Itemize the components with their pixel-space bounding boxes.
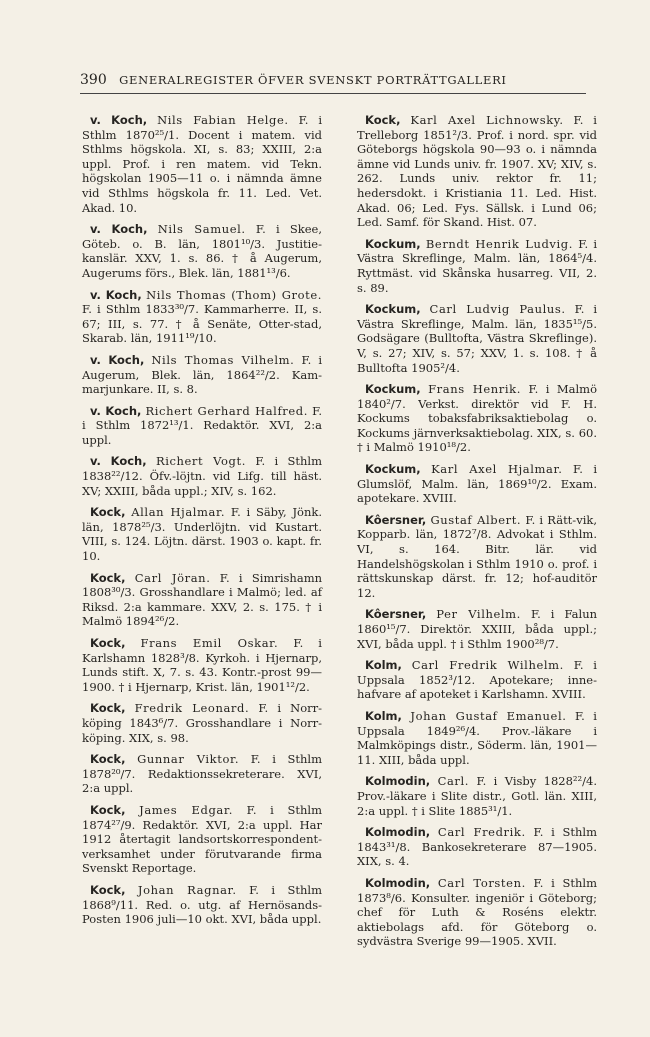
entry-given-names: Carl Fredrik.: [437, 825, 526, 840]
entry-given-names: Richert Vogt.: [155, 454, 246, 469]
entry-surname: v. Koch,: [90, 403, 142, 418]
entry-surname: Kockum,: [365, 382, 421, 397]
entry-details: F. i Augerum, Blek. län, 1864²²/2. Kam-marjunkare. II, s. 8.: [82, 352, 323, 397]
entry-given-names: Carl Ludvig Paulus.: [429, 302, 566, 317]
entry-given-names: Karl Axel Hjalmar.: [431, 462, 563, 477]
entry-surname: v. Koch,: [90, 454, 147, 469]
entry-given-names: Gunnar Viktor.: [137, 752, 240, 767]
register-entry: [357, 513, 597, 601]
header-title: GENERALREGISTER ÖFVER SVENSKT PORTRÄTTGALLERI: [119, 73, 507, 87]
entry-details: F. i Karlshamn 1828³/8. Kyrkoh. i Hjernarp, Lunds stift. X, 7. s. 43. Kontr.-prost 99—1900. † i Hjernarp, Krist. län, 1901¹²/2.: [82, 636, 322, 694]
register-entry: [82, 222, 322, 280]
entry-surname: Kolm,: [365, 708, 402, 723]
entry-details: F. i Sthlm 1833³⁰/7. Kammarherre. II, s. 67; III, s. 77. † å Senäte, Otter-stad, Skarab. län, 1911¹⁹/10.: [82, 302, 322, 346]
entry-given-names: Gustaf Albert.: [430, 512, 522, 527]
entry-given-names: Frans Emil Oskar.: [140, 636, 279, 650]
entry-surname: Kock,: [90, 752, 126, 767]
entry-surname: Kockum,: [365, 462, 421, 477]
entry-details: F. i Sthlm 1838²²/12. Öfv.-löjtn. vid Lifg. till häst. XV; XXIII, båda uppl.; XIV, s. 162.: [82, 454, 323, 498]
entry-given-names: James Edgar.: [139, 802, 233, 817]
entry-surname: Kock,: [90, 802, 126, 817]
register-entry: [357, 462, 597, 506]
register-entry: [82, 752, 322, 796]
entry-surname: Kolmodin,: [365, 825, 431, 840]
entry-details: F. i Säby, Jönk. län, 1878²⁵/3. Underlöjtn. vid Kustart. VIII, s. 124. Löjtn. därst. 1903 o. kapt. fr. 10.: [82, 505, 323, 564]
entry-surname: Kolmodin,: [365, 875, 431, 890]
entry-details: F. i Norr-köping 1843⁶/7. Grosshandlare i Norr-köping. XIX, s. 98.: [82, 701, 322, 745]
entry-given-names: Berndt Henrik Ludvig.: [425, 236, 574, 251]
entry-details: F. i Skee, Göteb. o. B. län, 1801¹⁰/3. Justitie-kanslär. XXV, 1. s. 86. † å Augerum, Augerums förs., Blek. län, 1881¹³/6.: [82, 222, 322, 280]
register-entry: [357, 607, 597, 651]
entry-details: F. i Rätt-vik, Kopparb. län, 1872⁷/8. Advokat i Sthlm. VI, s. 164. Bitr. lär. vid Handelshögskolan i Sthlm 1910 o. prof. i rättskunskap därst. fr. 12; hof-auditör 12.: [357, 512, 597, 600]
entry-surname: Kock,: [365, 113, 401, 127]
register-entry: [357, 709, 597, 767]
entry-details: F. i Sthlm 1874²⁷/9. Redaktör. XVI, 2:a uppl. Har 1912 återtagit landsortskorrespondent-verksamhet under förutvarande firma Svenskt Reportage.: [82, 802, 323, 876]
entry-surname: Kock,: [90, 882, 126, 897]
entry-given-names: Carl.: [437, 774, 470, 789]
register-entry: [357, 658, 597, 702]
entry-surname: v. Koch,: [90, 352, 145, 367]
entry-given-names: Nils Samuel.: [157, 222, 246, 237]
register-entry: [357, 876, 597, 949]
entry-given-names: Carl Fredrik Wilhelm.: [411, 658, 564, 673]
entry-details: F. i Västra Skreflinge, Malm. län, 1864⁵/4. Ryttmäst. vid Skånska husarreg. VII, 2. s. 89.: [357, 236, 598, 295]
entry-given-names: Carl Jöran.: [134, 570, 211, 585]
entry-details: F. i Uppsala 1849²⁶/4. Prov.-läkare i Malmköpings distr., Söderm. län, 1901—11. XIII, båda uppl.: [357, 708, 597, 767]
register-entry: [82, 404, 322, 448]
entry-given-names: Frans Henrik.: [428, 382, 522, 397]
register-entry: [357, 774, 597, 818]
entry-surname: v. Koch,: [90, 113, 148, 127]
entry-given-names: Nils Thomas Vilhelm.: [151, 352, 295, 367]
entry-details: F. i Västra Skreflinge, Malm. län, 1835¹⁵/5. Godsägare (Bulltofta, Västra Skreflinge). V, s. 27; XIV, s. 57; XXV, 1. s. 108. † å Bulltofta 1905²/4.: [357, 302, 598, 375]
entry-details: F. i Sthlm 1873⁸/6. Konsulter. ingeniör i Göteborg; chef för Luth & Roséns elektr. aktiebolags afd. för Göteborg o. sydvästra Sverige 99—1905. XVII.: [357, 875, 597, 949]
entry-given-names: Johan Gustaf Emanuel.: [410, 708, 567, 723]
entry-details: F. i Glumslöf, Malm. län, 1869¹⁰/2. Exam. apotekare. XVIII.: [357, 462, 598, 506]
entry-surname: Kock,: [90, 505, 126, 520]
register-entry: [82, 454, 322, 498]
entry-surname: v. Koch,: [90, 222, 148, 237]
entry-details: F. i Sthlm 1870²⁵/1. Docent i matem. vid Sthlms högskola. XI, s. 83; XXIII, 2:a uppl. Prof. i ren matem. vid Tekn. högskolan 1905—11 o. i nämnda ämne vid Sthlms högskola fr. 11. Led. Vet. Akad. 10.: [82, 113, 322, 215]
entry-given-names: Nils Fabian Helge.: [157, 113, 289, 127]
entry-details: F. i Sthlm 1872¹³/1. Redaktör. XVI, 2:a uppl.: [82, 403, 322, 447]
entry-details: F. i Trelleborg 1851²/3. Prof. i nord. spr. vid Göteborgs högskola 90—93 o. i nämnda ämne vid Lunds univ. fr. 1907. XV; XIV, s. 262. Lunds univ. rektor fr. 11; hedersdokt. i Kristiania 11. Led. Hist. Akad. 06; Led. Fys. Sällsk. i Lund 06; Led. Samf. för Skand. Hist. 07.: [357, 113, 597, 230]
header-rule: [80, 93, 586, 94]
entry-details: F. i Uppsala 1852³/12. Apotekare; inne-hafvare af apoteket i Karlshamn. XVIII.: [357, 658, 597, 702]
page-number: 390: [80, 72, 107, 88]
running-header: [80, 72, 586, 88]
register-entry: [82, 803, 322, 876]
entry-details: F. i Sthlm 1843³¹/8. Bankosekreterare 87—1905. XIX, s. 4.: [357, 825, 598, 869]
entry-given-names: Allan Hjalmar.: [131, 505, 226, 520]
entry-details: F. i Falun 1860¹⁵/7. Direktör. XXIII, båda uppl.; XVI, båda uppl. † i Sthlm 1900²⁸/7.: [357, 607, 598, 651]
right-column: [357, 113, 597, 956]
register-entry: [82, 636, 322, 694]
register-entry: [357, 302, 597, 375]
entry-given-names: Fredrik Leonard.: [134, 701, 250, 716]
entry-details: F. i Malmö 1840²/7. Verkst. direktör vid F. H. Kockums tobaksfabriksaktiebolag o. Kockums järnverksaktiebolag. XIX, s. 60. † i Malmö 1910¹⁸/2.: [357, 382, 598, 455]
entry-details: F. i Visby 1828²²/4. Prov.-läkare i Slite distr., Gotl. län. XIII, 2:a uppl. † i Slite 1885³¹/1.: [357, 774, 597, 818]
register-entry: [82, 571, 322, 629]
entry-given-names: Per Vilhelm.: [436, 607, 521, 622]
entry-given-names: Nils Thomas (Thom) Grote.: [146, 287, 322, 302]
entry-details: F. i Sthlm 1878²⁰/7. Redaktionssekreterare. XVI, 2:a uppl.: [82, 752, 323, 796]
entry-surname: Kolmodin,: [365, 774, 431, 789]
entry-surname: Kôersner,: [365, 512, 427, 527]
entry-details: F. i Simrishamn 1808³⁰/3. Grosshandlare i Malmö; led. af Riksd. 2:a kammare. XXV, 2. s. 175. † i Malmö 1894²⁶/2.: [82, 570, 323, 629]
register-entry: [357, 113, 597, 230]
register-entry: [357, 237, 597, 295]
register-entry: [82, 701, 322, 745]
entry-surname: Kôersner,: [365, 607, 427, 622]
entry-given-names: Richert Gerhard Halfred.: [145, 403, 309, 418]
entry-surname: Kock,: [90, 636, 126, 650]
entry-surname: Kock,: [90, 701, 126, 716]
entry-given-names: Carl Torsten.: [437, 875, 526, 890]
entry-details: F. i Sthlm 1868⁹/11. Red. o. utg. af Hernösands-Posten 1906 juli—10 okt. XVI, båda uppl.: [82, 882, 323, 927]
entry-surname: Kolm,: [365, 658, 402, 673]
entry-given-names: Johan Ragnar.: [137, 882, 237, 897]
register-entry: [82, 505, 322, 563]
entry-surname: Kockum,: [365, 302, 421, 317]
entry-given-names: Karl Axel Lichnowsky.: [410, 113, 564, 127]
register-entry: [357, 382, 597, 455]
left-column: [82, 113, 322, 934]
register-entry: [82, 353, 322, 397]
register-entry: [82, 288, 322, 346]
entry-surname: v. Koch,: [90, 287, 142, 302]
entry-surname: Kock,: [90, 570, 126, 585]
register-entry: [82, 113, 322, 215]
register-entry: [357, 825, 597, 869]
entry-surname: Kockum,: [365, 236, 421, 251]
register-entry: [82, 883, 322, 927]
